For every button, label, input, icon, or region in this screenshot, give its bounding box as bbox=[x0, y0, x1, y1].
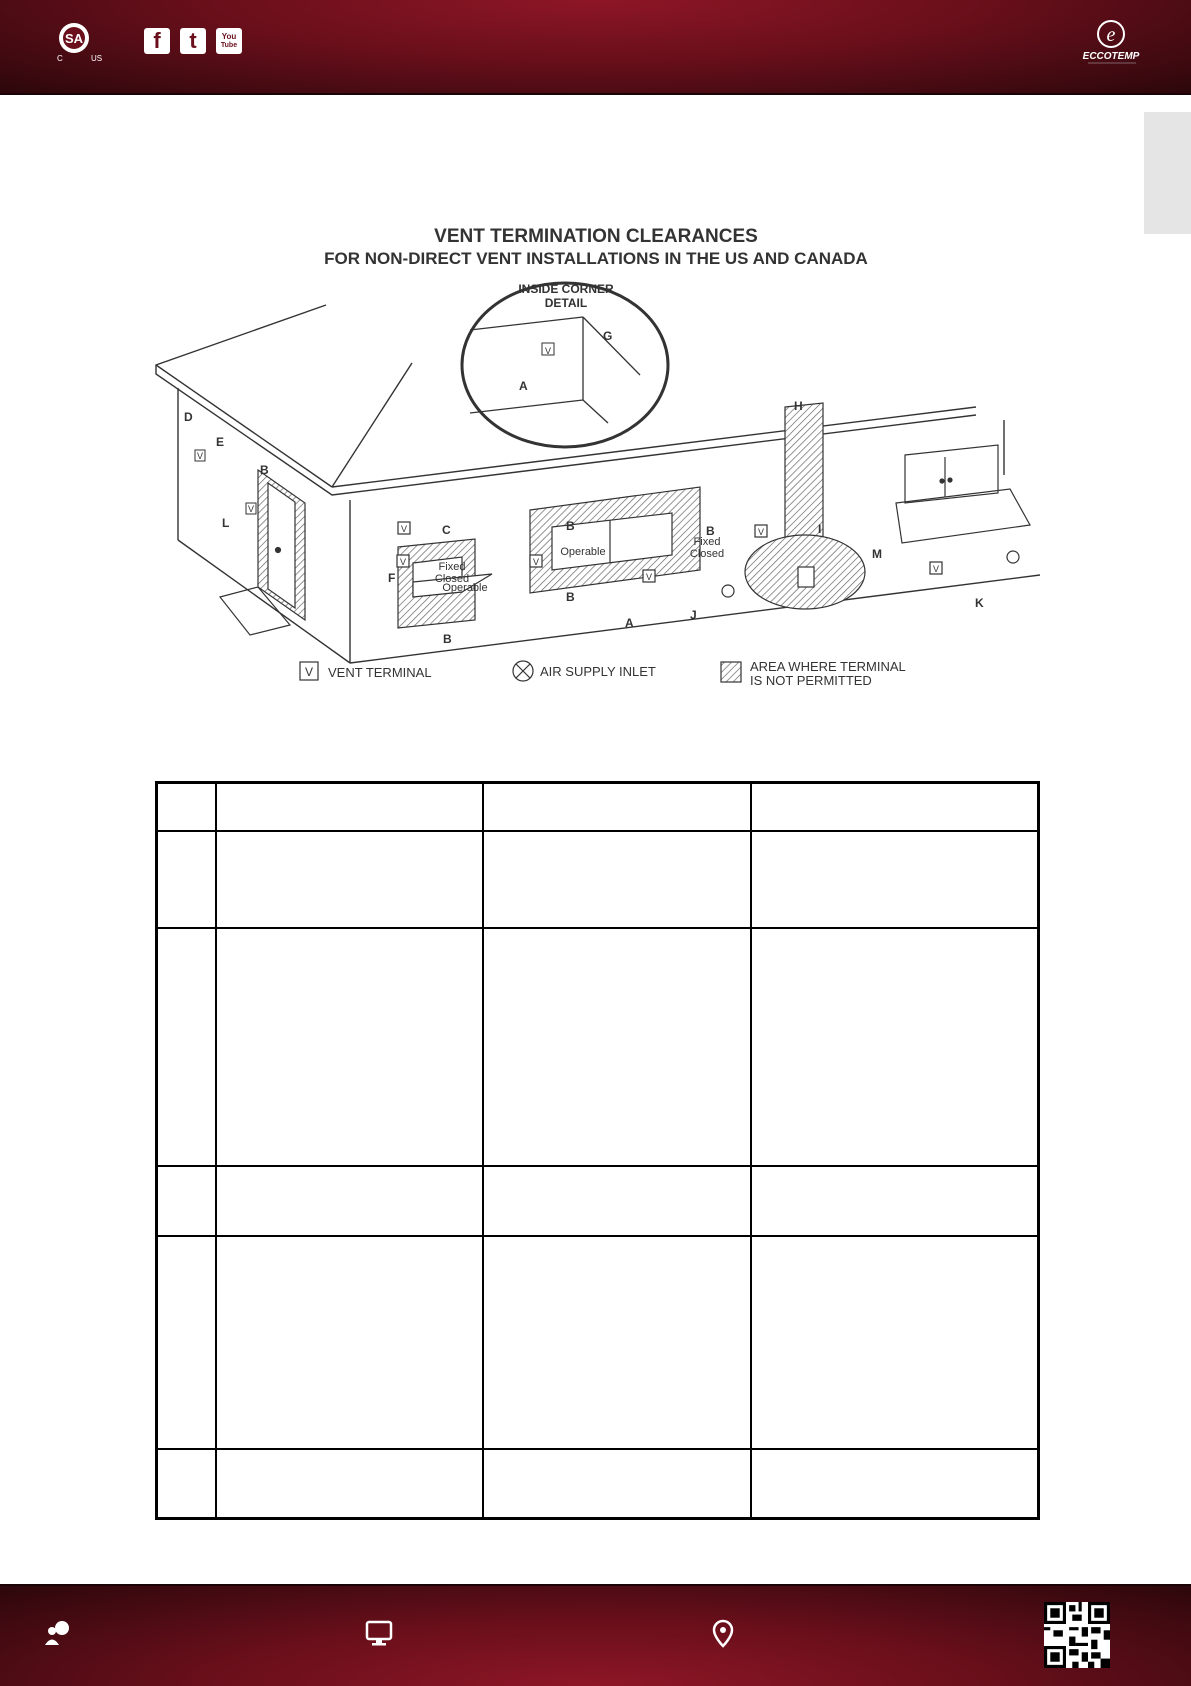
facebook-icon[interactable] bbox=[144, 28, 170, 54]
table-row bbox=[157, 1236, 1039, 1449]
window2-operable: Operable bbox=[560, 546, 606, 558]
facebook-glyph: f bbox=[153, 28, 161, 53]
table-row bbox=[157, 928, 1039, 1166]
side-door bbox=[220, 470, 305, 635]
left-wall-vents bbox=[195, 450, 256, 514]
label-b-fixed: B bbox=[706, 524, 715, 538]
vent-v-7: V bbox=[196, 451, 204, 461]
vent-clearance-diagram bbox=[150, 225, 1040, 695]
label-c: C bbox=[442, 523, 451, 537]
vent-v-3: V bbox=[532, 557, 540, 567]
diagram-title-line2: FOR NON-DIRECT VENT INSTALLATIONS IN THE US AND CANADA bbox=[324, 249, 868, 268]
label-m: M bbox=[872, 547, 882, 561]
vent-v-8: V bbox=[247, 504, 255, 514]
twitter-glyph: t bbox=[189, 28, 197, 53]
table-row bbox=[157, 1166, 1039, 1236]
label-b-top: B bbox=[566, 519, 575, 533]
inset-title-line2: DETAIL bbox=[544, 296, 588, 310]
qr-code-icon[interactable] bbox=[1044, 1602, 1110, 1668]
location-pin-icon[interactable] bbox=[708, 1618, 738, 1648]
legend-area-line2: IS NOT PERMITTED bbox=[750, 673, 872, 688]
csa-c-text: C bbox=[57, 54, 63, 63]
window1-fixed: Fixed bbox=[438, 561, 466, 573]
vent-v-6: V bbox=[932, 564, 940, 574]
inset-title-line1: INSIDE CORNER bbox=[518, 282, 614, 296]
phone-support-icon[interactable] bbox=[42, 1618, 72, 1648]
window1-closed: Closed bbox=[434, 573, 470, 585]
eccotemp-logo[interactable] bbox=[1078, 12, 1168, 72]
window1-operable: Operable bbox=[442, 582, 488, 594]
label-a-inset: A bbox=[519, 379, 528, 393]
youtube-icon[interactable] bbox=[216, 28, 242, 54]
side-tab[interactable] bbox=[1144, 112, 1191, 234]
porch-doors bbox=[896, 445, 1030, 574]
table-row bbox=[157, 783, 1039, 831]
table-row bbox=[157, 1449, 1039, 1519]
page-footer bbox=[0, 1584, 1191, 1686]
youtube-glyph-top: You bbox=[221, 32, 237, 41]
brand-name: ECCOTEMP bbox=[1082, 51, 1140, 62]
diagram-title-line1: VENT TERMINATION CLEARANCES bbox=[434, 226, 758, 247]
label-j: J bbox=[690, 608, 697, 622]
label-l: L bbox=[222, 516, 230, 530]
csa-us-text: US bbox=[91, 54, 103, 63]
vent-v-1: V bbox=[400, 524, 408, 534]
legend-area-line1: AREA WHERE TERMINAL bbox=[750, 659, 906, 674]
label-g: G bbox=[603, 329, 613, 343]
youtube-glyph-bottom: Tube bbox=[220, 42, 238, 49]
legend-air-supply-inlet: AIR SUPPLY INLET bbox=[540, 664, 656, 679]
vent-v-5: V bbox=[757, 527, 765, 537]
vent-v-2: V bbox=[399, 557, 407, 567]
label-i: I bbox=[818, 522, 822, 536]
vent-v-4: V bbox=[645, 572, 653, 582]
page-header bbox=[0, 0, 1191, 95]
clearance-table bbox=[155, 781, 1040, 1520]
brand-initial: e bbox=[1106, 24, 1116, 46]
window2-closed: Closed bbox=[689, 548, 725, 560]
window2-fixed: Fixed bbox=[693, 536, 721, 548]
legend-vent-terminal: VENT TERMINAL bbox=[328, 665, 432, 680]
twitter-icon[interactable] bbox=[180, 28, 206, 54]
label-d: D bbox=[184, 410, 193, 424]
label-h: H bbox=[794, 399, 803, 413]
legend-v-symbol: V bbox=[304, 665, 314, 679]
label-v-inset: V bbox=[544, 346, 552, 356]
label-k: K bbox=[975, 596, 984, 610]
label-b-window1: B bbox=[443, 632, 452, 646]
csa-certification-logo bbox=[55, 20, 105, 64]
label-e: E bbox=[216, 435, 225, 449]
label-b-door: B bbox=[260, 463, 269, 477]
computer-monitor-icon[interactable] bbox=[364, 1618, 394, 1648]
csa-mark: SA bbox=[64, 31, 84, 46]
label-a: A bbox=[625, 616, 634, 630]
label-f: F bbox=[388, 571, 396, 585]
table-row bbox=[157, 831, 1039, 928]
label-b-bottom: B bbox=[566, 590, 575, 604]
